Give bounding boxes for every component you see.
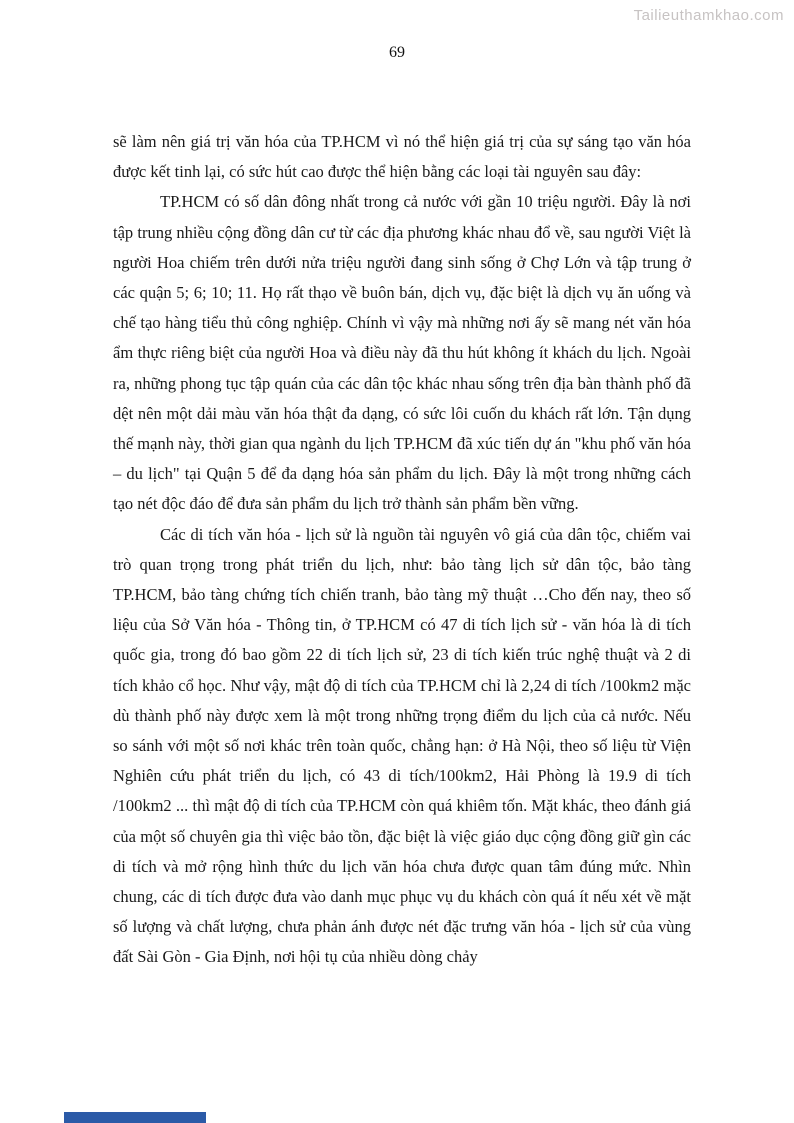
paragraph: Các di tích văn hóa - lịch sử là nguồn tài nguyên vô giá của dân tộc, chiếm vai trò quan trọng trong phát triển du lịch, như: bảo tàng lịch sử dân tộc, bảo tàng TP.HCM, bảo tàng chứng tích chiến tranh, bảo tàng mỹ thuật …Cho đến nay, theo số liệu của Sở Văn hóa - Thông tin, ở TP.HCM có 47 di tích lịch sử - văn hóa là di tích quốc gia, trong đó bao gồm 22 di tích lịch sử, 23 di tích kiến trúc nghệ thuật và 2 di tích khảo cổ học. Như vậy, mật độ di tích của TP.HCM chỉ là 2,24 di tích /100km2 mặc dù thành phố này được xem là một trong những trọng điểm du lịch của cả nước. Nếu so sánh với một số nơi khác trên toàn quốc, chẳng hạn: ở Hà Nội, theo số liệu từ Viện Nghiên cứu phát triển du lịch, có 43 di tích/100km2, Hải Phòng là 19.9 di tích /100km2 ... thì mật độ di tích của TP.HCM còn quá khiêm tốn. Mặt khác, theo đánh giá của một số chuyên gia thì việc bảo tồn, đặc biệt là việc giáo dục cộng đồng giữ gìn các di tích và mở rộng hình thức du lịch văn hóa chưa được quan tâm đúng mức. Nhìn chung, các di tích được đưa vào danh mục phục vụ du khách còn quá ít nếu xét về mặt số lượng và chất lượng, chưa phản ánh được nét đặc trưng văn hóa - lịch sử của vùng đất Sài Gòn - Gia Định, nơi hội tụ của nhiều dòng chảy <box>113 524 691 967</box>
paragraph: sẽ làm nên giá trị văn hóa của TP.HCM vì nó thể hiện giá trị của sự sáng tạo văn hóa được kết tinh lại, có sức hút cao được thể hiện bằng các loại tài nguyên sau đây: <box>113 132 691 182</box>
document-body <box>113 127 691 973</box>
paragraph: TP.HCM có số dân đông nhất trong cả nước với gần 10 triệu người. Đây là nơi tập trung nhiều cộng đồng dân cư từ các địa phương khác nhau đổ về, sau người Việt là người Hoa chiếm trên dưới nửa triệu người đang sinh sống ở Chợ Lớn và tập trung ở các quận 5; 6; 10; 11. Họ rất thạo về buôn bán, dịch vụ, đặc biệt là dịch vụ ăn uống và chế tạo hàng tiểu thủ công nghiệp. Chính vì vậy mà những nơi ấy sẽ mang nét văn hóa ẩm thực riêng biệt của người Hoa và điều này đã thu hút không ít khách du lịch. Ngoài ra, những phong tục tập quán của các dân tộc khác nhau sống trên địa bàn thành phố đã dệt nên một dải màu văn hóa thật đa dạng, có sức lôi cuốn du khách rất lớn. Tận dụng thế mạnh này, thời gian qua ngành du lịch TP.HCM đã xúc tiến dự án "khu phố văn hóa – du lịch" tại Quận 5 để đa dạng hóa sản phẩm du lịch. Đây là một trong những cách tạo nét độc đáo để đưa sản phẩm du lịch trở thành sản phẩm bền vững. <box>113 192 691 514</box>
watermark-text: Tailieuthamkhao.com <box>633 7 784 24</box>
footer-bar <box>64 1112 206 1123</box>
page-number: 69 <box>389 44 405 61</box>
